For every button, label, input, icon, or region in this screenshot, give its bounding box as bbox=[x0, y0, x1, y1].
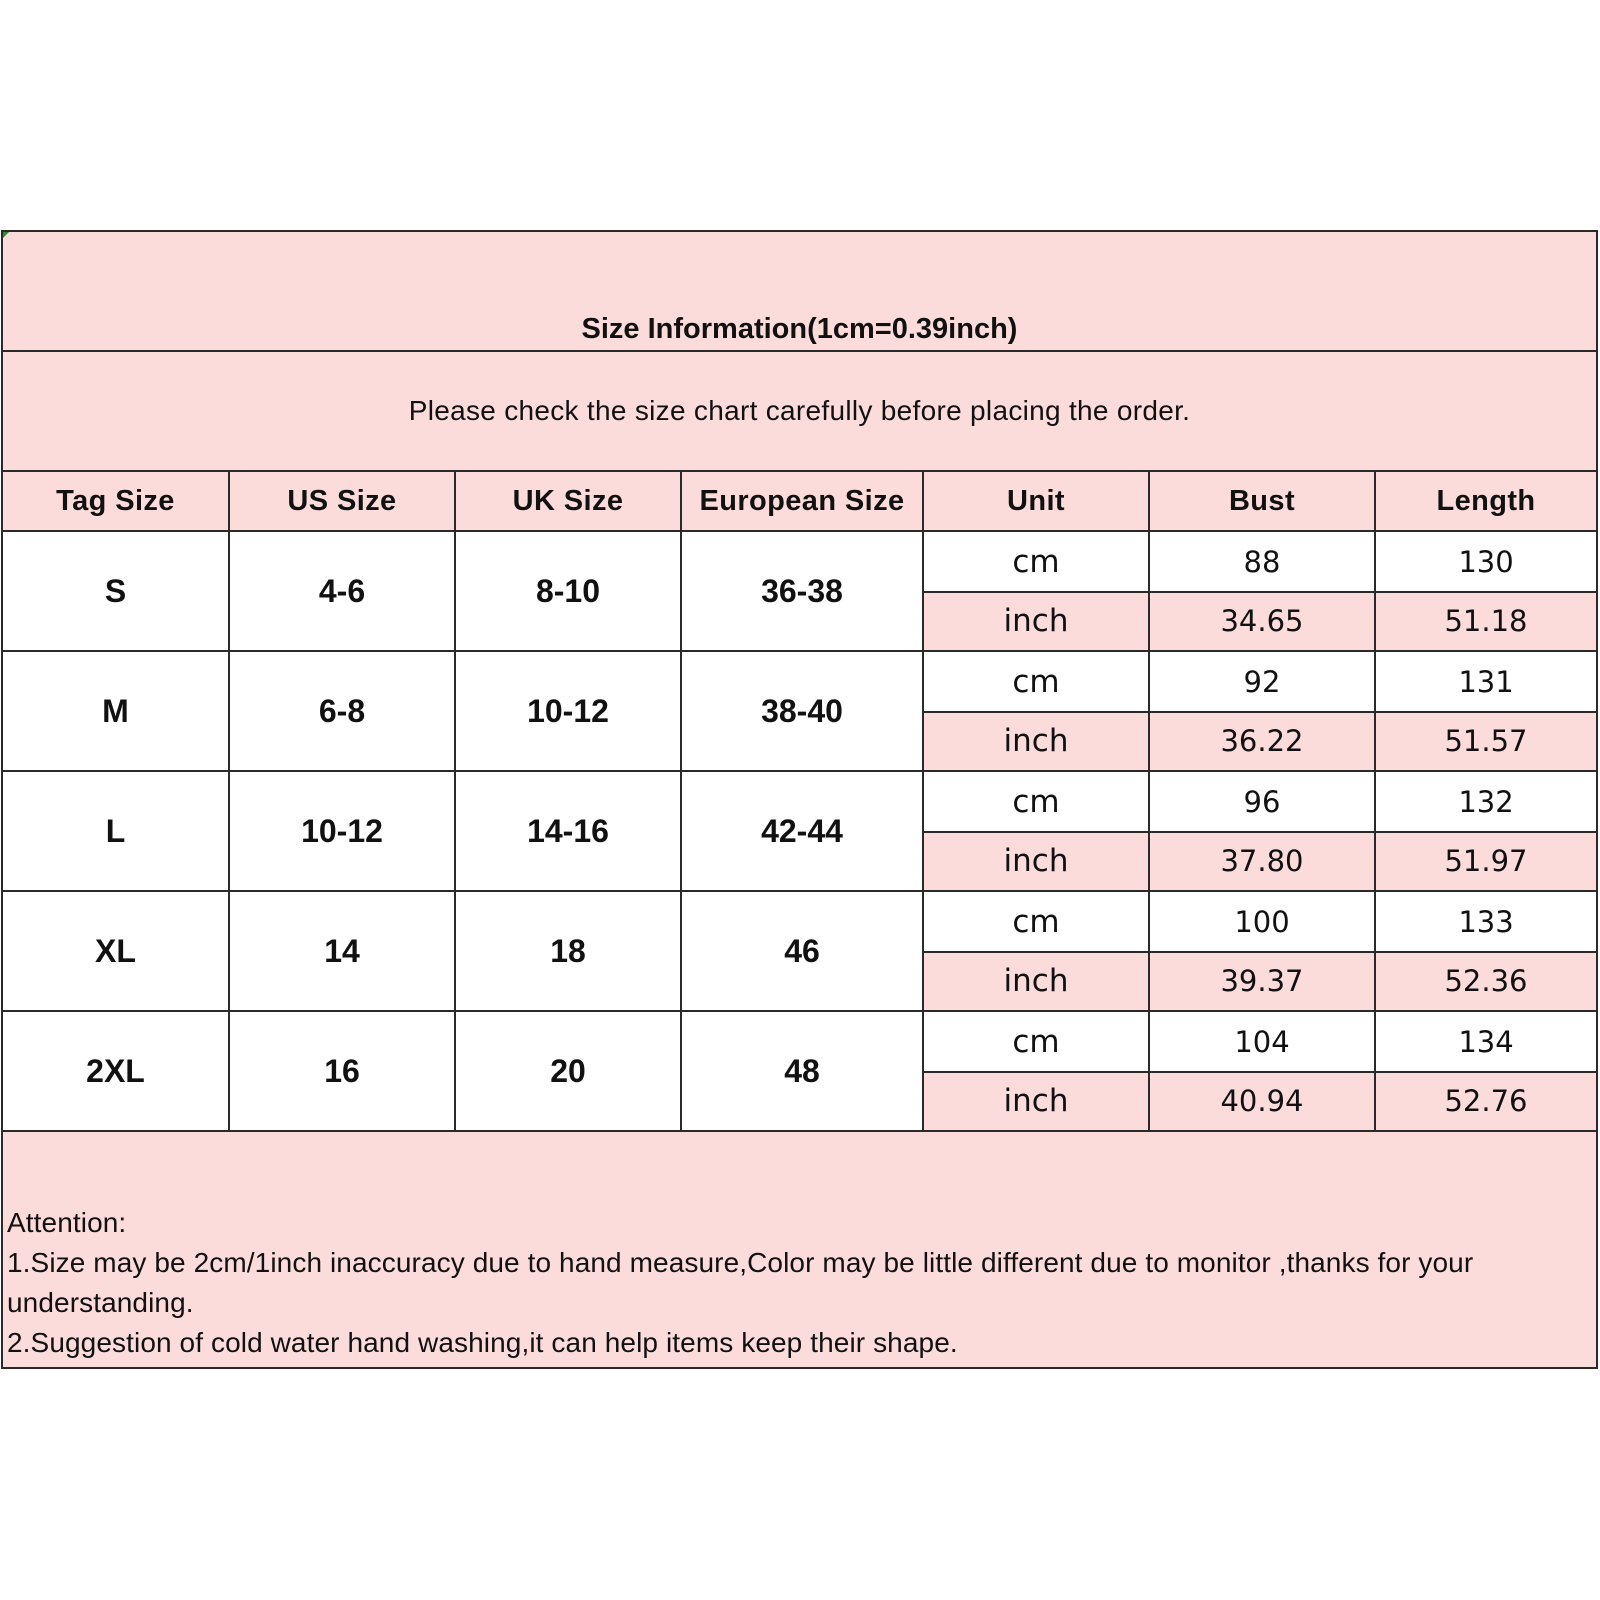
grid-vline bbox=[922, 470, 924, 1132]
cell-tag-size: M bbox=[3, 652, 228, 770]
header-european-size: European Size bbox=[682, 472, 922, 530]
grid-hline bbox=[922, 1071, 1596, 1073]
grid-hline bbox=[922, 951, 1596, 953]
cell-uk-size: 8-10 bbox=[456, 532, 680, 650]
cell-bust-inch: 36.22 bbox=[1150, 712, 1374, 770]
header-unit: Unit bbox=[924, 472, 1148, 530]
cell-european-size: 38-40 bbox=[682, 652, 922, 770]
cell-bust-inch: 37.80 bbox=[1150, 832, 1374, 890]
cell-unit-inch: inch bbox=[924, 712, 1148, 770]
cell-european-size: 36-38 bbox=[682, 532, 922, 650]
cell-us-size: 14 bbox=[230, 892, 454, 1010]
cell-uk-size: 14-16 bbox=[456, 772, 680, 890]
grid-hline bbox=[922, 831, 1596, 833]
cell-tag-size: L bbox=[3, 772, 228, 890]
cell-unit-cm: cm bbox=[924, 772, 1148, 831]
grid-vline bbox=[454, 470, 456, 1132]
cell-length-cm: 133 bbox=[1376, 892, 1596, 951]
grid-vline bbox=[680, 470, 682, 1132]
cell-length-cm: 132 bbox=[1376, 772, 1596, 831]
cell-unit-inch: inch bbox=[924, 832, 1148, 890]
grid-hline bbox=[3, 530, 1596, 532]
cell-length-cm: 130 bbox=[1376, 532, 1596, 591]
grid-hline bbox=[922, 591, 1596, 593]
grid-hline bbox=[3, 890, 1596, 892]
cell-length-inch: 52.36 bbox=[1376, 952, 1596, 1010]
attention-heading: Attention: bbox=[7, 1207, 127, 1238]
cell-bust-inch: 39.37 bbox=[1150, 952, 1374, 1010]
grid-hline bbox=[922, 711, 1596, 713]
grid-hline bbox=[3, 350, 1596, 352]
header-tag-size: Tag Size bbox=[3, 472, 228, 530]
cell-bust-inch: 34.65 bbox=[1150, 592, 1374, 650]
grid-hline bbox=[3, 470, 1596, 472]
size-chart-sheet bbox=[1, 230, 1598, 1369]
cell-unit-inch: inch bbox=[924, 952, 1148, 1010]
chart-subtitle: Please check the size chart carefully before placing the order. bbox=[3, 352, 1596, 470]
cell-european-size: 42-44 bbox=[682, 772, 922, 890]
cell-us-size: 4-6 bbox=[230, 532, 454, 650]
grid-hline bbox=[3, 1130, 1596, 1132]
cell-unit-inch: inch bbox=[924, 592, 1148, 650]
cell-uk-size: 20 bbox=[456, 1012, 680, 1130]
attention-notes bbox=[7, 1207, 1592, 1363]
grid-vline bbox=[1374, 470, 1376, 1132]
grid-hline bbox=[3, 1010, 1596, 1012]
header-us-size: US Size bbox=[230, 472, 454, 530]
attention-line-2: 2.Suggestion of cold water hand washing,it can help items keep their shape. bbox=[7, 1327, 958, 1358]
attention-line-1: 1.Size may be 2cm/1inch inaccuracy due to hand measure,Color may be little different due to monitor ,thanks for your understanding. bbox=[7, 1247, 1474, 1318]
cell-bust-cm: 92 bbox=[1150, 652, 1374, 711]
corner-marker bbox=[3, 232, 9, 238]
cell-unit-cm: cm bbox=[924, 892, 1148, 951]
grid-hline bbox=[3, 770, 1596, 772]
grid-hline bbox=[3, 650, 1596, 652]
cell-uk-size: 10-12 bbox=[456, 652, 680, 770]
cell-tag-size: 2XL bbox=[3, 1012, 228, 1130]
cell-us-size: 10-12 bbox=[230, 772, 454, 890]
cell-uk-size: 18 bbox=[456, 892, 680, 1010]
chart-title: Size Information(1cm=0.39inch) bbox=[3, 232, 1596, 350]
cell-length-cm: 134 bbox=[1376, 1012, 1596, 1071]
cell-european-size: 46 bbox=[682, 892, 922, 1010]
cell-length-inch: 51.97 bbox=[1376, 832, 1596, 890]
cell-bust-cm: 96 bbox=[1150, 772, 1374, 831]
header-length: Length bbox=[1376, 472, 1596, 530]
cell-length-inch: 51.57 bbox=[1376, 712, 1596, 770]
cell-length-cm: 131 bbox=[1376, 652, 1596, 711]
cell-us-size: 6-8 bbox=[230, 652, 454, 770]
grid-vline bbox=[1148, 470, 1150, 1132]
cell-unit-inch: inch bbox=[924, 1072, 1148, 1130]
cell-length-inch: 51.18 bbox=[1376, 592, 1596, 650]
cell-length-inch: 52.76 bbox=[1376, 1072, 1596, 1130]
cell-bust-cm: 88 bbox=[1150, 532, 1374, 591]
cell-bust-cm: 100 bbox=[1150, 892, 1374, 951]
header-bust: Bust bbox=[1150, 472, 1374, 530]
cell-unit-cm: cm bbox=[924, 652, 1148, 711]
header-uk-size: UK Size bbox=[456, 472, 680, 530]
cell-bust-cm: 104 bbox=[1150, 1012, 1374, 1071]
cell-unit-cm: cm bbox=[924, 1012, 1148, 1071]
cell-unit-cm: cm bbox=[924, 532, 1148, 591]
cell-tag-size: XL bbox=[3, 892, 228, 1010]
cell-tag-size: S bbox=[3, 532, 228, 650]
cell-european-size: 48 bbox=[682, 1012, 922, 1130]
cell-bust-inch: 40.94 bbox=[1150, 1072, 1374, 1130]
cell-us-size: 16 bbox=[230, 1012, 454, 1130]
grid-vline bbox=[228, 470, 230, 1132]
